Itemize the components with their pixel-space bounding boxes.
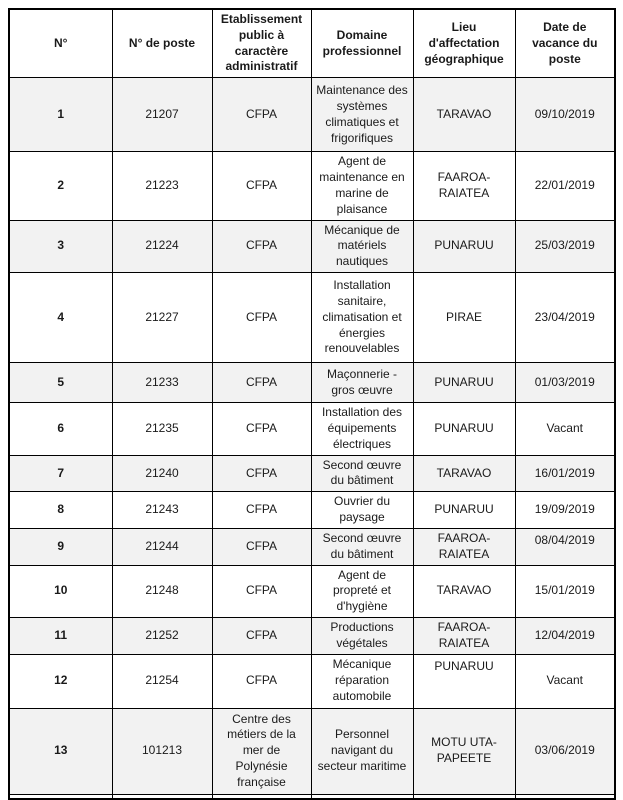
cell-numero: 1 (9, 78, 112, 152)
cell-domaine: Agent de propreté et d'hygiène (311, 565, 413, 617)
cell-date: Vacant (515, 654, 615, 708)
table-row (9, 403, 615, 455)
cell-numero: 6 (9, 403, 112, 455)
cell-date: 03/06/2019 (515, 708, 615, 794)
cell-poste: 21224 (112, 220, 212, 272)
clipped-cell (212, 794, 311, 799)
table-header (9, 9, 615, 78)
cell-domaine: Mécanique réparation automobile (311, 654, 413, 708)
cell-poste: 21243 (112, 492, 212, 529)
cell-poste: 21207 (112, 78, 212, 152)
cell-numero: 3 (9, 220, 112, 272)
cell-domaine: Maintenance des systèmes climatiques et frigorifiques (311, 78, 413, 152)
cell-domaine: Ouvrier du paysage (311, 492, 413, 529)
clipped-cell (112, 794, 212, 799)
table-row (9, 565, 615, 617)
cell-numero: 12 (9, 654, 112, 708)
cell-date: 23/04/2019 (515, 273, 615, 363)
cell-domaine: Productions végétales (311, 618, 413, 655)
table-row (9, 273, 615, 363)
table-row (9, 654, 615, 708)
cell-numero: 11 (9, 618, 112, 655)
cell-etablissement: CFPA (212, 363, 311, 403)
cell-poste: 21233 (112, 363, 212, 403)
cell-date: 01/03/2019 (515, 363, 615, 403)
cell-poste: 21223 (112, 152, 212, 220)
cell-numero: 7 (9, 455, 112, 492)
cell-poste: 21244 (112, 528, 212, 565)
table-row (9, 492, 615, 529)
table-row (9, 618, 615, 655)
cell-date: 08/04/2019 (515, 528, 615, 565)
vacancy-table (8, 8, 616, 800)
cell-lieu: FAAROA-RAIATEA (413, 528, 515, 565)
cell-etablissement: CFPA (212, 220, 311, 272)
cell-numero: 2 (9, 152, 112, 220)
cell-etablissement: CFPA (212, 654, 311, 708)
cell-lieu: PUNARUU (413, 363, 515, 403)
cell-numero: 8 (9, 492, 112, 529)
cell-numero: 9 (9, 528, 112, 565)
cell-date: 09/10/2019 (515, 78, 615, 152)
clipped-cell (9, 794, 112, 799)
cell-date: 22/01/2019 (515, 152, 615, 220)
cell-numero: 5 (9, 363, 112, 403)
cell-lieu: PIRAE (413, 273, 515, 363)
cell-etablissement: CFPA (212, 455, 311, 492)
cell-etablissement: CFPA (212, 78, 311, 152)
clipped-partial-row (9, 794, 615, 799)
cell-date: 19/09/2019 (515, 492, 615, 529)
cell-domaine: Agent de maintenance en marine de plaisance (311, 152, 413, 220)
column-header-lieu: Lieu d'affectation géographique (413, 9, 515, 78)
table-body (9, 78, 615, 799)
cell-poste: 21235 (112, 403, 212, 455)
cell-numero: 4 (9, 273, 112, 363)
cell-lieu: FAAROA-RAIATEA (413, 152, 515, 220)
cell-lieu: TARAVAO (413, 78, 515, 152)
table-row (9, 363, 615, 403)
cell-domaine: Second œuvre du bâtiment (311, 528, 413, 565)
cell-etablissement: CFPA (212, 403, 311, 455)
cell-poste: 21254 (112, 654, 212, 708)
cell-etablissement: CFPA (212, 528, 311, 565)
cell-poste: 21227 (112, 273, 212, 363)
cell-etablissement: CFPA (212, 565, 311, 617)
cell-etablissement: CFPA (212, 152, 311, 220)
cell-poste: 101213 (112, 708, 212, 794)
cell-date: 25/03/2019 (515, 220, 615, 272)
column-header-domaine: Domaine professionnel (311, 9, 413, 78)
table-row (9, 220, 615, 272)
cell-lieu: PUNARUU (413, 403, 515, 455)
cell-lieu: FAAROA-RAIATEA (413, 618, 515, 655)
cell-numero: 10 (9, 565, 112, 617)
cell-etablissement: CFPA (212, 492, 311, 529)
table-header-row (9, 9, 615, 78)
clipped-cell (311, 794, 413, 799)
cell-domaine: Second œuvre du bâtiment (311, 455, 413, 492)
cell-date: 12/04/2019 (515, 618, 615, 655)
cell-lieu: PUNARUU (413, 220, 515, 272)
table-row (9, 708, 615, 794)
cell-etablissement: CFPA (212, 618, 311, 655)
cell-date: Vacant (515, 403, 615, 455)
column-header-date: Date de vacance du poste (515, 9, 615, 78)
cell-lieu: TARAVAO (413, 565, 515, 617)
cell-lieu: MOTU UTA-PAPEETE (413, 708, 515, 794)
table-row (9, 455, 615, 492)
clipped-cell (413, 794, 515, 799)
table-row (9, 78, 615, 152)
cell-date: 15/01/2019 (515, 565, 615, 617)
cell-poste: 21240 (112, 455, 212, 492)
cell-etablissement: Centre des métiers de la mer de Polynésie française (212, 708, 311, 794)
cell-numero: 13 (9, 708, 112, 794)
cell-domaine: Installation des équipements électriques (311, 403, 413, 455)
table-row (9, 152, 615, 220)
clipped-cell (515, 794, 615, 799)
cell-lieu: TARAVAO (413, 455, 515, 492)
cell-poste: 21248 (112, 565, 212, 617)
table-row (9, 528, 615, 565)
column-header-etablissement: Etablissement public à caractère administratif (212, 9, 311, 78)
column-header-numero: N° (9, 9, 112, 78)
cell-domaine: Maçonnerie - gros œuvre (311, 363, 413, 403)
cell-domaine: Mécanique de matériels nautiques (311, 220, 413, 272)
cell-domaine: Personnel navigant du secteur maritime (311, 708, 413, 794)
cell-date: 16/01/2019 (515, 455, 615, 492)
cell-etablissement: CFPA (212, 273, 311, 363)
column-header-poste: N° de poste (112, 9, 212, 78)
cell-lieu: PUNARUU (413, 654, 515, 708)
cell-lieu: PUNARUU (413, 492, 515, 529)
cell-poste: 21252 (112, 618, 212, 655)
cell-domaine: Installation sanitaire, climatisation et énergies renouvelables (311, 273, 413, 363)
